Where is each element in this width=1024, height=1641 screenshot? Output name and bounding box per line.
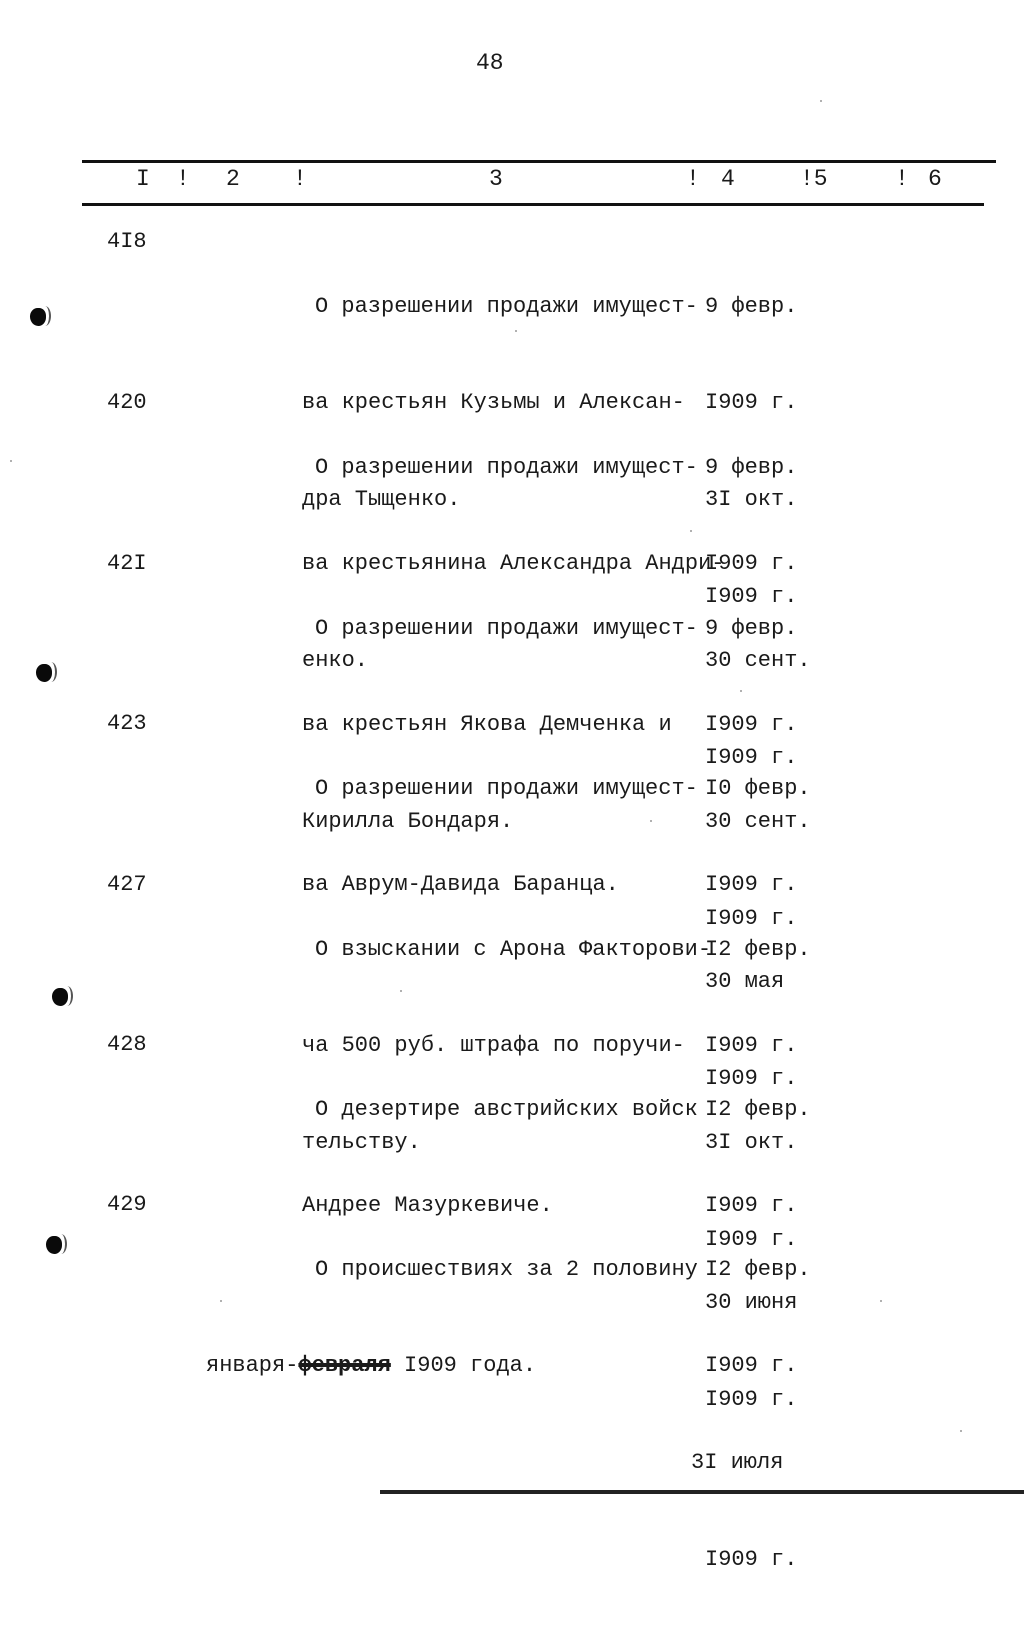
- end-date: 3I окт.: [705, 1130, 798, 1156]
- scan-speck: [10, 460, 12, 462]
- column-header-4: 4: [721, 166, 735, 192]
- scan-speck: [515, 330, 517, 332]
- page-bottom-edge: [380, 1490, 1024, 1494]
- column-header-1: I: [136, 166, 150, 192]
- end-year: I909 г.: [705, 1066, 798, 1092]
- punch-hole-icon: [46, 1236, 62, 1254]
- punch-hole-icon: [52, 988, 68, 1006]
- start-year: I909 г.: [705, 1033, 798, 1059]
- table-top-rule: [82, 160, 996, 163]
- column-header-2: 2: [226, 166, 240, 192]
- description-line: ва крестьянина Александра Андри-: [302, 551, 725, 577]
- entry-number: 4I8: [107, 229, 147, 254]
- scan-speck: [960, 1430, 962, 1432]
- description-line: [206, 1350, 698, 1382]
- scan-speck: [740, 690, 742, 692]
- start-date: 9 февр.: [705, 615, 798, 641]
- start-date: I2 февр.: [705, 1256, 811, 1282]
- description-line: О дезертире австрийских войск: [315, 1096, 698, 1122]
- description-text: января-: [206, 1353, 299, 1379]
- entry-number: 427: [107, 872, 147, 897]
- punch-hole-icon: [36, 664, 52, 682]
- start-date: I2 февр.: [705, 1096, 811, 1122]
- description-line: тельству.: [302, 1130, 421, 1156]
- end-date: 30 июня: [705, 1290, 798, 1316]
- end-date: 3I окт.: [705, 487, 798, 513]
- entry-dates: [691, 1189, 811, 1641]
- description-line: Андрее Мазуркевиче.: [302, 1193, 553, 1219]
- start-date: I0 февр.: [705, 775, 811, 801]
- description-text: I909 года.: [390, 1353, 537, 1379]
- end-year: I909 г.: [705, 1227, 798, 1253]
- end-year: I909 г.: [705, 906, 798, 932]
- end-date: 30 мая: [705, 969, 785, 995]
- entry-number: 423: [107, 711, 147, 736]
- scan-speck: [650, 820, 652, 822]
- start-year: I909 г.: [705, 1353, 798, 1379]
- column-header-6: 6: [928, 166, 942, 192]
- column-separator: !: [686, 166, 700, 192]
- description-line: О разрешении продажи имущест-: [315, 615, 698, 641]
- start-date: 9 февр.: [705, 454, 798, 480]
- entry-description: [206, 1189, 698, 1447]
- table-header: [0, 166, 1024, 200]
- start-date: 9 февр.: [705, 293, 798, 319]
- column-separator: !: [293, 166, 307, 192]
- entry-number: 42I: [107, 551, 147, 576]
- end-date: 3I июля: [691, 1450, 784, 1476]
- column-separator: !: [176, 166, 190, 192]
- page-number: 48: [476, 50, 504, 76]
- description-line: О разрешении продажи имущест-: [315, 454, 698, 480]
- description-line: ва крестьян Кузьмы и Алексан-: [302, 390, 685, 416]
- start-year: I909 г.: [705, 872, 798, 898]
- end-year: I909 г.: [705, 584, 798, 610]
- start-date: I2 февр.: [705, 936, 811, 962]
- end-year: I909 г.: [705, 745, 798, 771]
- end-date: 30 сент.: [705, 648, 811, 674]
- scan-speck: [400, 990, 402, 992]
- start-year: I909 г.: [705, 551, 798, 577]
- start-year: I909 г.: [705, 712, 798, 738]
- description-line: Кирилла Бондаря.: [302, 809, 514, 835]
- table-header-rule: [82, 203, 984, 206]
- start-year: I909 г.: [705, 1193, 798, 1219]
- description-line: дра Тыщенко.: [302, 487, 461, 513]
- entry-number: 428: [107, 1032, 147, 1057]
- scan-speck: [820, 100, 822, 102]
- description-line: енко.: [302, 648, 369, 674]
- entry-number: 420: [107, 390, 147, 415]
- description-line: О взыскании с Арона Факторови-: [315, 936, 712, 962]
- column-header-3: 3: [489, 166, 503, 192]
- struck-out-text: февраля: [298, 1353, 391, 1379]
- description-line: О разрешении продажи имущест-: [315, 293, 698, 319]
- end-year: I909 г.: [705, 1387, 798, 1413]
- start-year: I909 г.: [705, 390, 798, 416]
- scan-speck: [690, 530, 692, 532]
- end-year: I909 г.: [705, 1547, 798, 1573]
- end-date: 30 сент.: [705, 809, 811, 835]
- scan-speck: [880, 1300, 882, 1302]
- column-separator: !: [895, 166, 909, 192]
- description-line: О разрешении продажи имущест-: [315, 775, 698, 801]
- description-line: ва Аврум-Давида Баранца.: [302, 872, 619, 898]
- column-header-5: !5: [800, 166, 828, 192]
- description-line: ча 500 руб. штрафа по поручи-: [302, 1033, 685, 1059]
- scan-speck: [220, 1300, 222, 1302]
- entry-number: 429: [107, 1192, 147, 1217]
- description-line: ва крестьян Якова Демченка и: [302, 712, 672, 738]
- description-line: О происшествиях за 2 половину: [315, 1256, 698, 1282]
- punch-hole-icon: [30, 308, 46, 326]
